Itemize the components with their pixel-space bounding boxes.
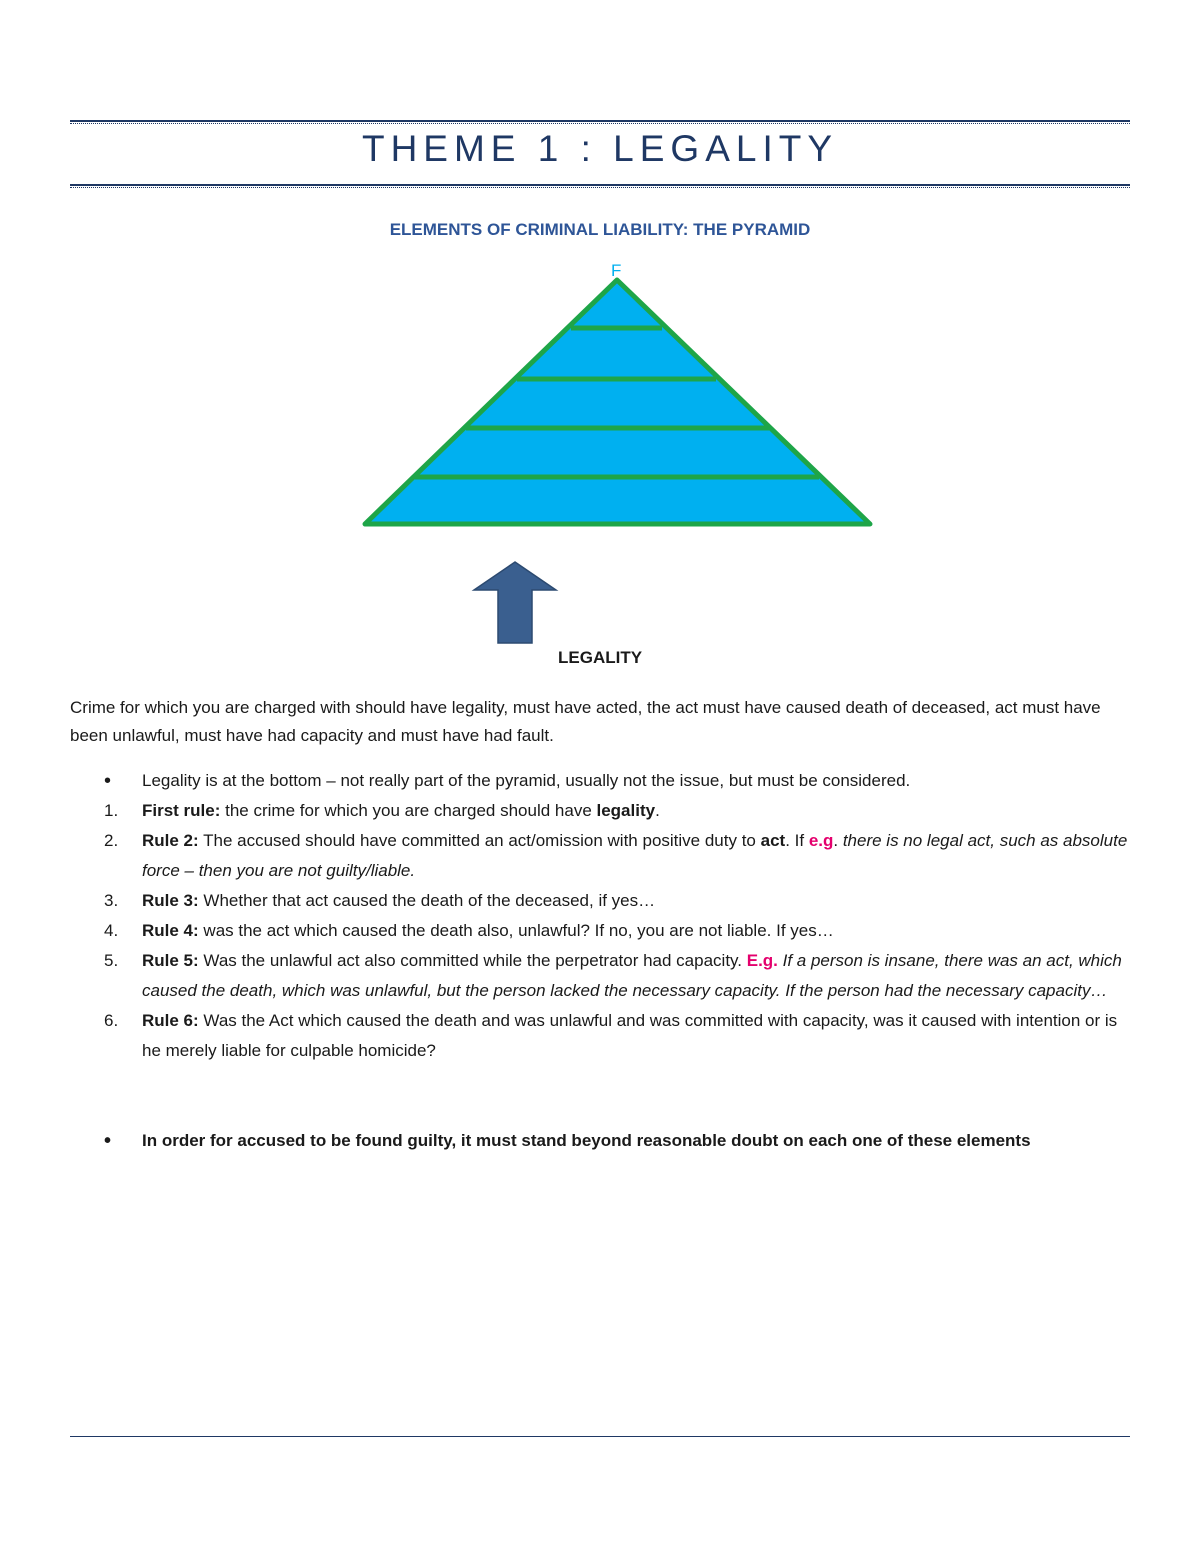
rule-text: Was the unlawful act also committed while the perpetrator had capacity. xyxy=(198,951,747,970)
section-subtitle: ELEMENTS OF CRIMINAL LIABILITY: THE PYRAMID xyxy=(389,220,811,239)
rule-text: Was the Act which caused the death and was unlawful and was committed with capacity, was it caused with intention or is he merely liable for culpable homicide? xyxy=(142,1011,1118,1060)
rule-label: First rule: xyxy=(142,801,221,820)
eg-highlight: e.g xyxy=(808,831,834,850)
header-rule-top xyxy=(70,120,1130,122)
number-marker: 5. xyxy=(104,951,119,970)
list-item xyxy=(70,916,1130,946)
bullet-marker: • xyxy=(104,770,112,792)
rule-text: Whether that act caused the death of the deceased, if yes… xyxy=(198,891,656,910)
rule-text-after-eg: . xyxy=(833,831,843,850)
number-marker: 6. xyxy=(104,1011,119,1030)
pyramid-body xyxy=(365,280,870,524)
rule-label: Rule 2: xyxy=(142,831,199,850)
rule-text: was the act which caused the death also, unlawful? If no, you are not liable. If yes… xyxy=(198,921,834,940)
final-bullet-point xyxy=(70,1126,1150,1156)
pyramid-top-letter: F xyxy=(611,261,622,280)
intro-paragraph: Crime for which you are charged with should have legality, must have acted, the act must have caused death of deceased, act must have been unlawful, must have had capacity and must have had fault. xyxy=(70,698,1101,745)
number-marker: 4. xyxy=(104,921,119,940)
number-marker: 1. xyxy=(104,801,119,820)
rule-label: Rule 6: xyxy=(142,1011,199,1030)
header-rule-bottom xyxy=(70,184,1130,186)
list-item xyxy=(70,946,1130,1006)
rule-label: Rule 3: xyxy=(142,891,199,910)
rule-text: the crime for which you are charged should have xyxy=(220,801,597,820)
rule-example: there is no legal act, such as absolute force – then you are not guilty/liable. xyxy=(142,831,1128,880)
rule-label: Rule 4: xyxy=(142,921,199,940)
header-rule-top-dotted xyxy=(70,123,1130,124)
final-point-text: In order for accused to be found guilty, it must stand beyond reasonable doubt on each one of these elements xyxy=(142,1131,1031,1150)
list-item xyxy=(70,766,1130,796)
rule-text-mid: . If xyxy=(785,831,809,850)
list-item xyxy=(70,1006,1130,1066)
rule-example: If a person is insane, there was an act, which caused the death, which was unlawful, but the person lacked the necessary capacity. If the person had the necessary capacity… xyxy=(142,951,1122,1000)
eg-highlight: E.g. xyxy=(746,951,778,970)
footer-rule xyxy=(70,1436,1130,1437)
list-item-text: Legality is at the bottom – not really part of the pyramid, usually not the issue, but must be considered. xyxy=(142,771,911,790)
bullet-marker: • xyxy=(104,1130,112,1152)
rule-text-end: . xyxy=(655,801,660,820)
rules-list xyxy=(70,766,1130,1066)
header-rule-bottom-dotted xyxy=(70,187,1130,188)
rule-text: The accused should have committed an act/omission with positive duty to xyxy=(198,831,761,850)
list-item xyxy=(70,826,1130,886)
document-title: THEME 1 : LEGALITY xyxy=(361,128,839,169)
number-marker: 3. xyxy=(104,891,119,910)
list-item xyxy=(70,796,1130,826)
liability-pyramid xyxy=(355,258,880,533)
rule-emphasis: act xyxy=(760,831,786,850)
list-item xyxy=(70,886,1130,916)
rule-label: Rule 5: xyxy=(142,951,199,970)
rule-emphasis: legality xyxy=(596,801,656,820)
up-arrow-icon xyxy=(470,560,560,645)
legality-label: LEGALITY xyxy=(558,648,643,667)
number-marker: 2. xyxy=(104,831,119,850)
